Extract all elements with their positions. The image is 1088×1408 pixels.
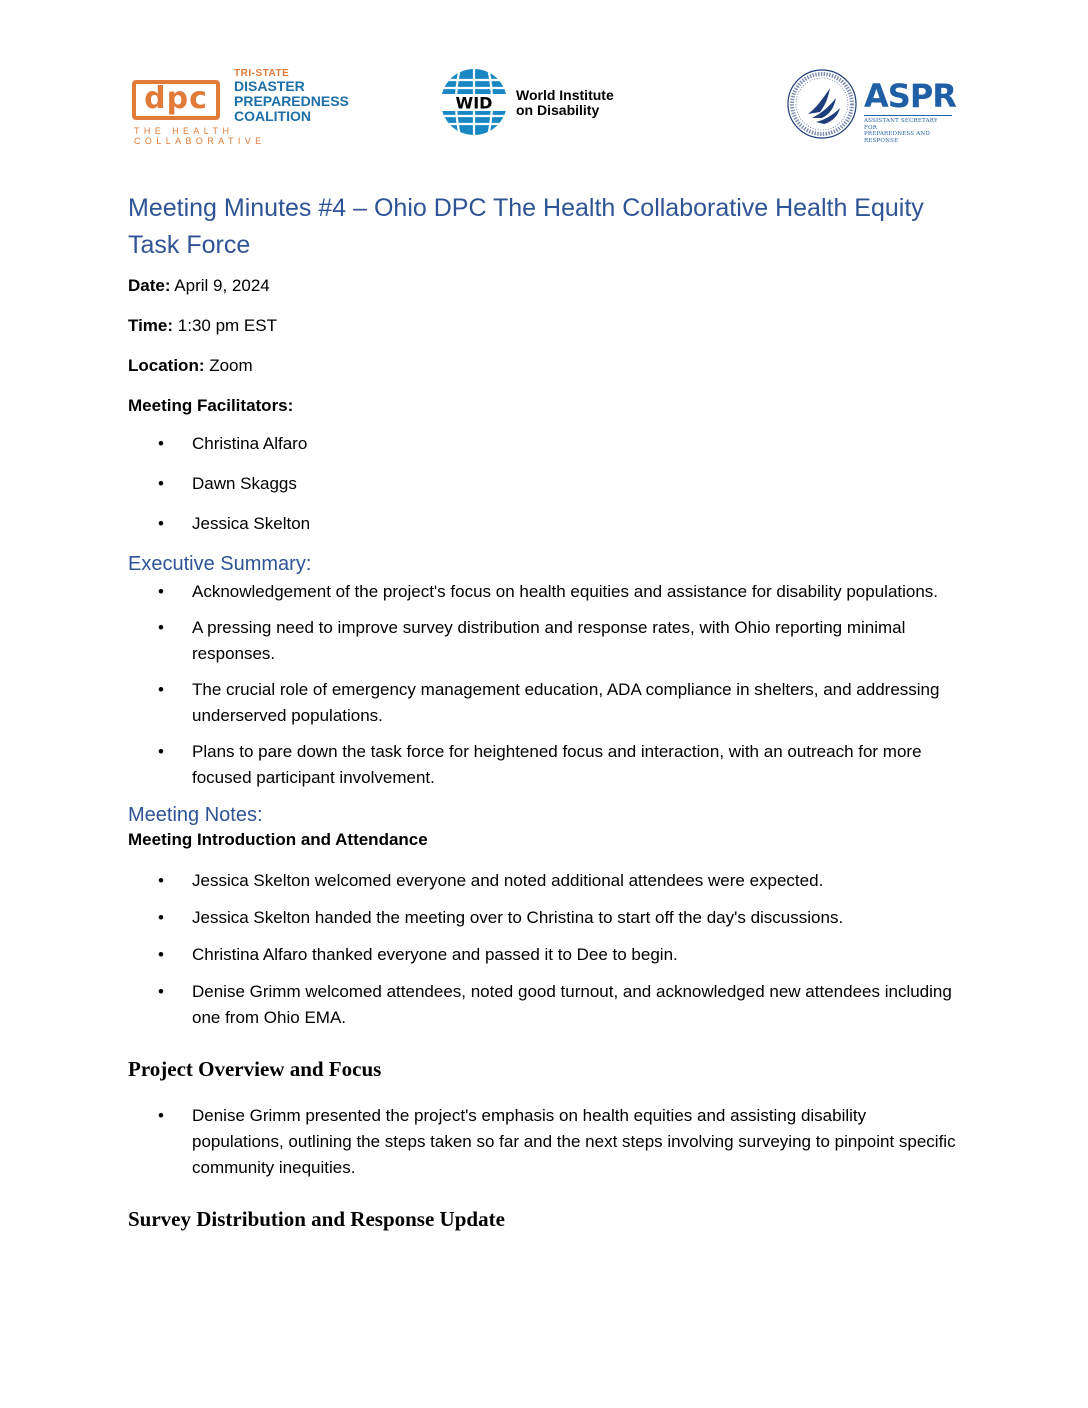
aspr-logo-mark: ASPR bbox=[864, 77, 956, 115]
dpc-logo bbox=[128, 68, 349, 146]
header-logos bbox=[128, 62, 960, 146]
wid-globe-icon bbox=[440, 68, 508, 136]
facilitators-list bbox=[128, 431, 960, 537]
list-item: • Dawn Skaggs bbox=[128, 471, 960, 497]
list-item: • Jessica Skelton welcomed everyone and noted additional attendees were expected. bbox=[128, 868, 960, 894]
list-item: • The crucial role of emergency management education, ADA compliance in shelters, and addressing underserved populations. bbox=[128, 677, 960, 729]
dpc-logo-line: DISASTER bbox=[234, 78, 305, 94]
meeting-notes-heading: Meeting Notes: bbox=[128, 804, 263, 826]
location-value: Zoom bbox=[204, 356, 253, 375]
dpc-logo-line: TRI-STATE bbox=[234, 68, 290, 79]
time-line bbox=[128, 315, 960, 337]
hhs-seal-icon bbox=[786, 68, 858, 140]
project-overview-heading: Project Overview and Focus bbox=[128, 1057, 382, 1081]
list-item: • Christina Alfaro bbox=[128, 431, 960, 457]
wid-logo-name bbox=[516, 88, 614, 118]
aspr-subtitle-line: PREPAREDNESS AND RESPONSE bbox=[864, 131, 930, 144]
facilitators-label: Meeting Facilitators: bbox=[128, 396, 294, 415]
wid-name-line: World Institute bbox=[516, 87, 614, 103]
date-line bbox=[128, 275, 960, 297]
date-value: April 9, 2024 bbox=[170, 276, 270, 295]
dpc-logo-mark: dpc bbox=[132, 80, 220, 120]
list-item: • Denise Grimm presented the project's emphasis on health equities and assisting disability populations, outlining the steps taken so far and the next steps involving surveying to pinpoint specific community inequities. bbox=[128, 1103, 960, 1181]
survey-update-heading: Survey Distribution and Response Update bbox=[128, 1207, 505, 1231]
facilitators-line bbox=[128, 395, 960, 417]
document-body bbox=[128, 190, 960, 1233]
aspr-logo-subtitle bbox=[864, 115, 952, 144]
dpc-logo-line: PREPAREDNESS bbox=[234, 93, 349, 109]
wid-name-line: on Disability bbox=[516, 102, 600, 118]
location-line bbox=[128, 355, 960, 377]
list-item: • Acknowledgement of the project's focus on health equities and assistance for disability populations. bbox=[128, 579, 960, 605]
project-overview-list bbox=[128, 1103, 960, 1181]
introduction-list bbox=[128, 868, 960, 1031]
wid-logo bbox=[440, 62, 640, 146]
date-label: Date: bbox=[128, 276, 171, 295]
time-value: 1:30 pm EST bbox=[173, 316, 277, 335]
dpc-logo-tagline: THE HEALTH COLLABORATIVE bbox=[134, 126, 266, 146]
executive-summary-list bbox=[128, 579, 960, 791]
dpc-logo-line: COALITION bbox=[234, 108, 311, 124]
aspr-subtitle-line: ASSISTANT SECRETARY FOR bbox=[864, 118, 938, 131]
list-item: • Plans to pare down the task force for heightened focus and interaction, with an outreach for more focused participant involvement. bbox=[128, 739, 960, 791]
time-label: Time: bbox=[128, 316, 174, 335]
aspr-logo bbox=[786, 62, 960, 146]
list-item: • Jessica Skelton bbox=[128, 511, 960, 537]
list-item: • A pressing need to improve survey distribution and response rates, with Ohio reporting minimal responses. bbox=[128, 615, 960, 667]
dpc-logo-text bbox=[234, 68, 349, 124]
list-item: • Christina Alfaro thanked everyone and passed it to Dee to begin. bbox=[128, 942, 960, 968]
page-title: Meeting Minutes #4 – Ohio DPC The Health Collaborative Health Equity Task Force bbox=[128, 194, 924, 259]
list-item: • Denise Grimm welcomed attendees, noted good turnout, and acknowledged new attendees including one from Ohio EMA. bbox=[128, 979, 960, 1031]
location-label: Location: bbox=[128, 356, 205, 375]
list-item: • Jessica Skelton handed the meeting over to Christina to start off the day's discussions. bbox=[128, 905, 960, 931]
introduction-heading: Meeting Introduction and Attendance bbox=[128, 830, 428, 849]
executive-summary-heading: Executive Summary: bbox=[128, 553, 312, 575]
wid-logo-mark: WID bbox=[455, 93, 493, 113]
